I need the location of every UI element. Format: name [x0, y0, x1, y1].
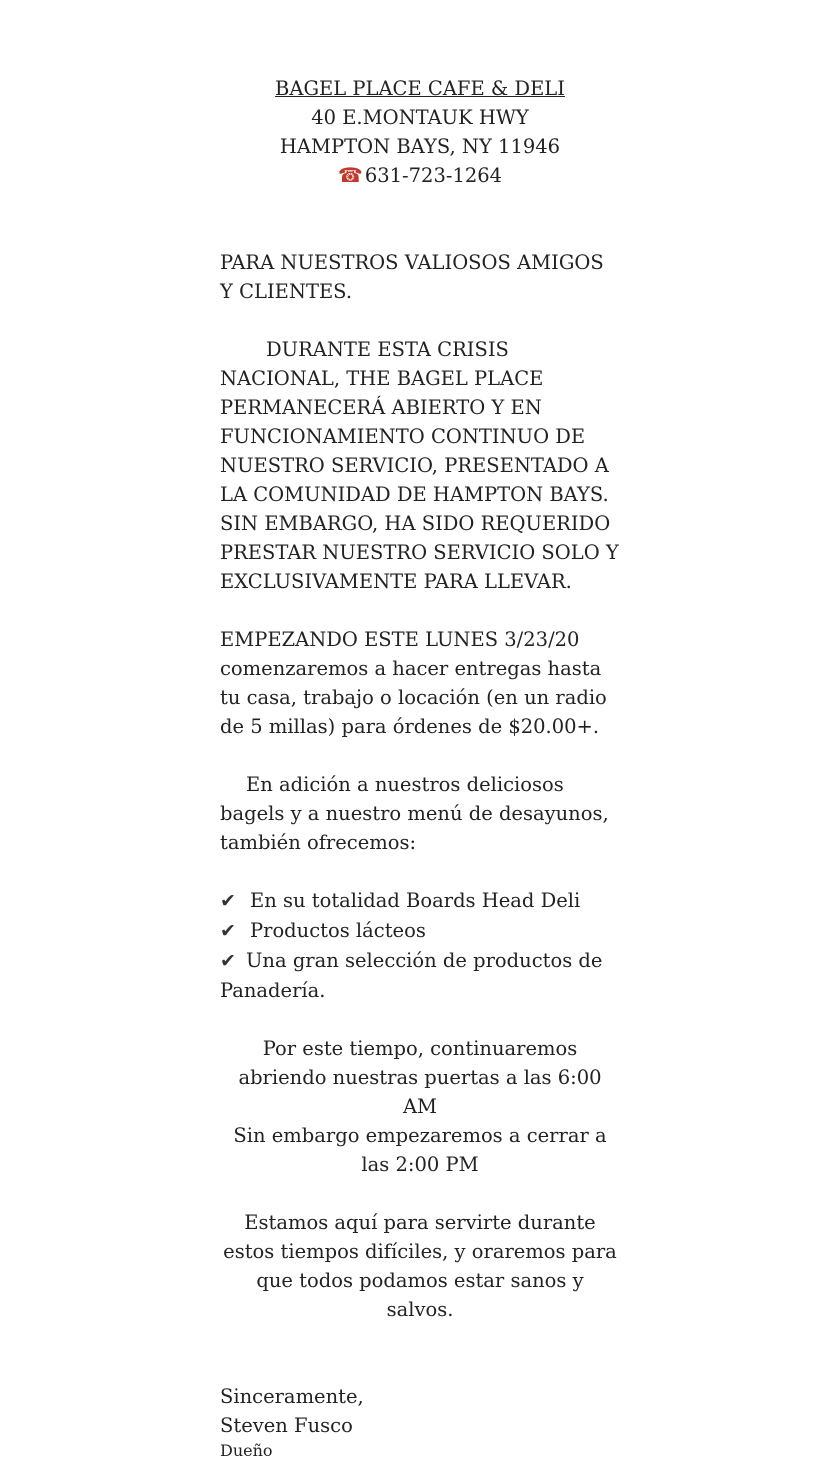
letter-document	[220, 74, 620, 1462]
checkmark-icon: ✔	[220, 950, 236, 972]
address-line-2: HAMPTON BAYS, NY 11946	[279, 135, 561, 158]
salutation: Sinceramente,	[220, 1385, 364, 1408]
business-name: BAGEL PLACE CAFE & DELI	[275, 77, 565, 100]
crisis-paragraph: DURANTE ESTA CRISIS NACIONAL, THE BAGEL PLACE PERMANECERÁ ABIERTO Y EN FUNCIONAMIENTO CONTINUO DE NUESTRO SERVICIO, PRESENTADO A LA COMUNIDAD DE HAMPTON BAYS. SIN EMBARGO, HA SIDO REQUERIDO PRESTAR NUESTRO SERVICIO SOLO Y EXCLUSIVAMENTE PARA LLEVAR.	[220, 338, 619, 593]
list-item	[220, 946, 620, 1005]
signature-block	[220, 1382, 620, 1462]
greeting: PARA NUESTROS VALIOSOS AMIGOS Y CLIENTES.	[220, 251, 604, 303]
delivery-paragraph: EMPEZANDO ESTE LUNES 3/23/20 comenzaremos a hacer entregas hasta tu casa, trabajo o locación (en un radio de 5 millas) para órdenes de $20.00+.	[220, 628, 607, 738]
checkmark-icon: ✔	[220, 890, 236, 912]
hours-notice	[220, 1034, 620, 1179]
list-item-text: Una gran selección de productos de Panadería.	[220, 949, 603, 1002]
telephone-icon: ☎	[337, 163, 363, 187]
phone-number: 631-723-1264	[364, 164, 503, 187]
list-item	[220, 886, 620, 916]
offer-paragraph: En adición a nuestros deliciosos bagels y a nuestro menú de desayunos, también ofrecemos:	[220, 773, 609, 854]
signer-title: Dueño	[220, 1441, 273, 1460]
signer-name: Steven Fusco	[220, 1414, 353, 1437]
list-item	[220, 916, 620, 946]
letterhead	[220, 74, 620, 190]
phone-line	[220, 161, 620, 190]
address-line-1: 40 E.MONTAUK HWY	[311, 106, 529, 129]
offer-list	[220, 886, 620, 1005]
list-item-text: En su totalidad Boards Head Deli	[250, 889, 581, 912]
opening-hours: Por este tiempo, continuaremos abriendo nuestras puertas a las 6:00 AM	[238, 1037, 602, 1118]
list-item-text: Productos lácteos	[250, 919, 426, 942]
checkmark-icon: ✔	[220, 920, 236, 942]
closing-hours: Sin embargo empezaremos a cerrar a las 2:00 PM	[233, 1124, 607, 1176]
closing-message: Estamos aquí para servirte durante estos tiempos difíciles, y oraremos para que todos podamos estar sanos y salvos.	[223, 1211, 617, 1321]
